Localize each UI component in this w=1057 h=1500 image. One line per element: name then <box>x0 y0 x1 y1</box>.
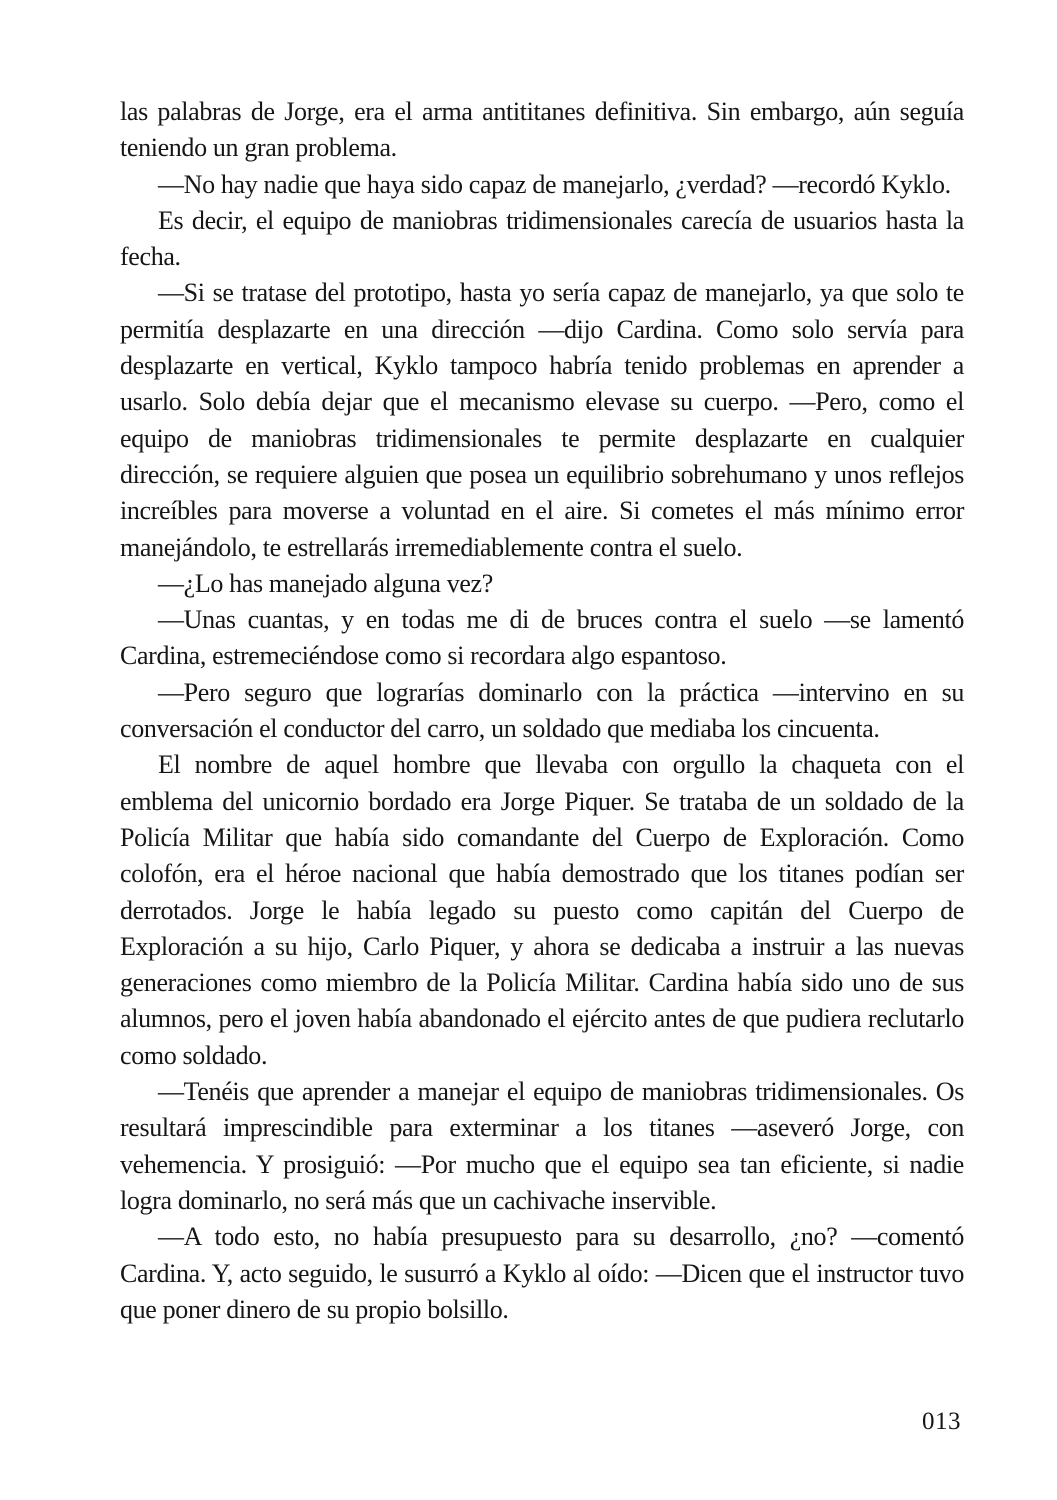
paragraph: El nombre de aquel hombre que llevaba con orgullo la chaqueta con el emblema del unicornio bordado era Jorge Piquer. Se trataba de un soldado de la Policía Militar que había sido comandante del Cuerpo de Exploración. Como colofón, era el héroe nacional que había demostrado que los titanes podían ser derrotados. Jorge le había legado su puesto como capitán del Cuerpo de Exploración a su hijo, Carlo Piquer, y ahora se dedicaba a instruir a las nuevas generaciones como miembro de la Policía Militar. Cardina había sido uno de sus alumnos, pero el joven había abandonado el ejército antes de que pudiera reclutarlo como soldado. <box>120 750 964 1070</box>
paragraph: —No hay nadie que haya sido capaz de manejarlo, ¿verdad? —recordó Kyklo. <box>158 169 951 199</box>
paragraph: —Si se tratase del prototipo, hasta yo sería capaz de manejarlo, ya que solo te permitía desplazarte en una dirección —dijo Cardina. Como solo servía para desplazarte en vertical, Kyklo tampoco habría tenido problemas en aprender a usarlo. Solo debía dejar que el mecanismo elevase su cuerpo. —Pero, como el equipo de maniobras tridimensionales te permite desplazarte en cualquier dirección, se requiere alguien que posea un equilibrio sobrehumano y unos reflejos increíbles para moverse a voluntad en el aire. Si cometes el más mínimo error manejándolo, te estrellarás irremediablemente contra el suelo. <box>120 278 964 562</box>
paragraph: —Tenéis que aprender a manejar el equipo de maniobras tridimensionales. Os resultará imprescindible para exterminar a los titanes —aseveró Jorge, con vehemencia. Y prosiguió: —Por mucho que el equipo sea tan eficiente, si nadie logra dominarlo, no será más que un cachivache inservible. <box>120 1077 964 1215</box>
page-number: 013 <box>922 1408 961 1435</box>
paragraph: Es decir, el equipo de maniobras tridimensionales carecía de usuarios hasta la fecha. <box>120 205 964 272</box>
paragraph: —A todo esto, no había presupuesto para su desarrollo, ¿no? —comentó Cardina. Y, acto seguido, le susurró a Kyklo al oído: —Dicen que el instructor tuvo que poner dinero de su propio bolsillo. <box>120 1222 964 1324</box>
paragraph: —Pero seguro que lograrías dominarlo con la práctica —intervino en su conversación el conductor del carro, un soldado que mediaba los cincuenta. <box>120 677 964 744</box>
paragraph: —¿Lo has manejado alguna vez? <box>158 568 493 598</box>
paragraph: —Unas cuantas, y en todas me di de bruces contra el suelo —se lamentó Cardina, estremeciéndose como si recordara algo espantoso. <box>120 605 964 671</box>
paragraph: las palabras de Jorge, era el arma antititanes definitiva. Sin embargo, aún seguía teniendo un gran problema. <box>120 97 964 163</box>
text-block <box>120 94 964 1328</box>
